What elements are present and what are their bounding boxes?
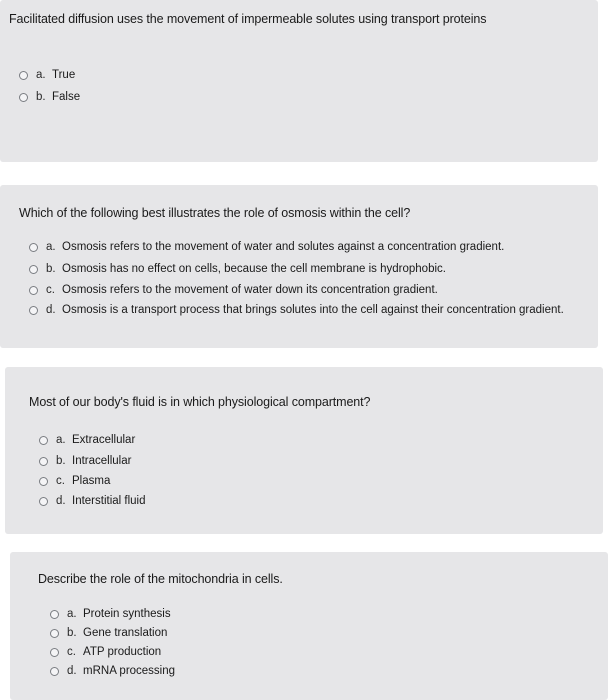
radio-button[interactable] [29,286,38,295]
option-c[interactable] [50,646,161,658]
question-text: Most of our body's fluid is in which physiological compartment? [29,395,371,409]
option-label: Interstitial fluid [72,495,146,507]
question-text: Facilitated diffusion uses the movement of impermeable solutes using transport proteins [9,12,487,26]
option-letter: b. [56,455,66,467]
option-label: Intracellular [72,455,132,467]
option-d[interactable] [50,665,175,677]
option-a-true[interactable] [19,69,75,81]
option-c[interactable] [29,284,438,296]
question-text: Describe the role of the mitochondria in cells. [38,572,283,586]
radio-button[interactable] [29,306,38,315]
radio-button[interactable] [29,265,38,274]
radio-button[interactable] [39,436,48,445]
question-card-3 [5,367,603,534]
radio-button[interactable] [29,243,38,252]
option-label: False [52,91,81,103]
option-b[interactable] [39,455,131,467]
option-letter: c. [56,475,65,487]
option-label: mRNA processing [83,665,176,677]
option-label: Osmosis refers to the movement of water down its concentration gradient. [62,284,438,296]
option-letter: a. [67,608,77,620]
option-letter: d. [67,665,77,677]
option-letter: a. [46,241,56,253]
option-letter: b. [67,627,77,639]
radio-button[interactable] [19,71,28,80]
option-b[interactable] [50,627,167,639]
option-label: Extracellular [72,434,136,446]
radio-button[interactable] [19,93,28,102]
option-b-false[interactable] [19,91,80,103]
radio-button[interactable] [39,457,48,466]
option-d[interactable] [29,304,564,316]
radio-button[interactable] [50,629,59,638]
option-letter: d. [56,495,66,507]
option-label: True [52,69,76,81]
option-a[interactable] [39,434,135,446]
option-d[interactable] [39,495,146,507]
option-letter: c. [67,646,76,658]
option-letter: a. [56,434,66,446]
radio-button[interactable] [39,497,48,506]
option-letter: c. [46,284,55,296]
question-card-1 [0,0,598,162]
option-label: Osmosis refers to the movement of water and solutes against a concentration gradient. [62,241,505,253]
option-letter: a. [36,69,46,81]
option-a[interactable] [50,608,171,620]
option-a[interactable] [29,241,504,253]
option-label: Plasma [72,475,111,487]
option-b[interactable] [29,263,446,275]
option-letter: d. [46,304,56,316]
option-label: Protein synthesis [83,608,171,620]
option-label: Osmosis has no effect on cells, because the cell membrane is hydrophobic. [62,263,446,275]
option-letter: b. [36,91,46,103]
radio-button[interactable] [39,477,48,486]
option-label: Gene translation [83,627,168,639]
option-label: ATP production [83,646,162,658]
radio-button[interactable] [50,610,59,619]
question-card-2 [0,185,598,348]
radio-button[interactable] [50,667,59,676]
question-card-4 [10,552,608,700]
option-letter: b. [46,263,56,275]
radio-button[interactable] [50,648,59,657]
option-label: Osmosis is a transport process that brings solutes into the cell against their concentration gradient. [62,304,564,316]
option-c[interactable] [39,475,110,487]
question-text: Which of the following best illustrates the role of osmosis within the cell? [19,206,411,220]
